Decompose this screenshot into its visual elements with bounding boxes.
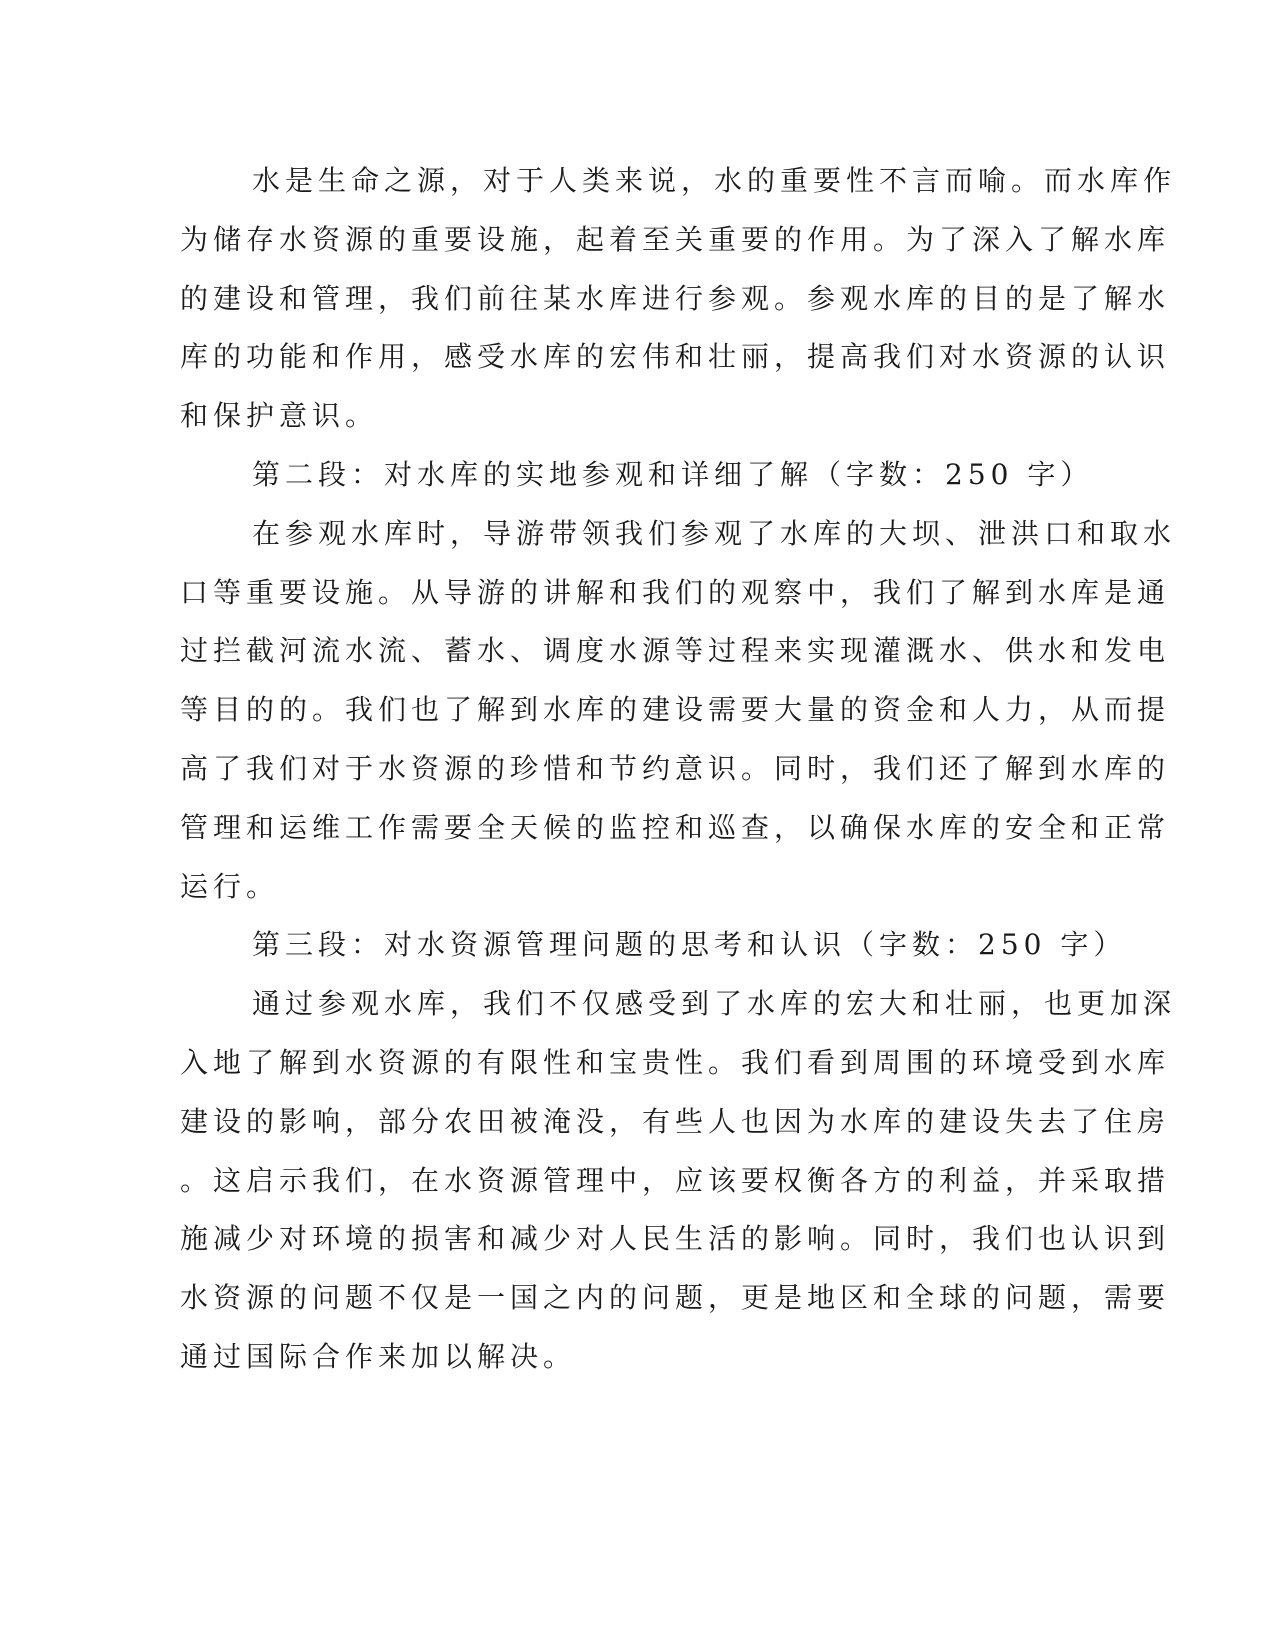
paragraph-2-line-6: 管理和运维工作需要全天候的监控和巡查，以确保水库的安全和正常 xyxy=(180,810,1171,844)
paragraph-3-line-3: 建设的影响，部分农田被淹没，有些人也因为水库的建设失去了住房 xyxy=(180,1104,1171,1138)
document-body xyxy=(180,152,1177,1387)
paragraph-3-line-4: 。这启示我们，在水资源管理中，应该要权衡各方的利益，并采取措 xyxy=(180,1163,1171,1197)
paragraph-2-line-5: 高了我们对于水资源的珍惜和节约意识。同时，我们还了解到水库的 xyxy=(180,751,1171,785)
section-2-heading: 第二段：对水库的实地参观和详细了解（字数：250 字） xyxy=(252,457,1094,491)
paragraph-2-line-4: 等目的的。我们也了解到水库的建设需要大量的资金和人力，从而提 xyxy=(180,693,1171,727)
paragraph-1-line-2: 为储存水资源的重要设施，起着至关重要的作用。为了深入了解水库 xyxy=(180,222,1171,256)
paragraph-1-line-3: 的建设和管理，我们前往某水库进行参观。参观水库的目的是了解水 xyxy=(180,281,1171,315)
paragraph-2-line-2: 口等重要设施。从导游的讲解和我们的观察中，我们了解到水库是通 xyxy=(180,575,1171,609)
paragraph-2-line-7: 运行。 xyxy=(180,869,280,903)
section-3-heading: 第三段：对水资源管理问题的思考和认识（字数：250 字） xyxy=(252,928,1127,962)
paragraph-2-line-1: 在参观水库时，导游带领我们参观了水库的大坝、泄洪口和取水 xyxy=(252,516,1177,550)
paragraph-3-line-2: 入地了解到水资源的有限性和宝贵性。我们看到周围的环境受到水库 xyxy=(180,1045,1171,1079)
paragraph-1-line-1: 水是生命之源，对于人类来说，水的重要性不言而喻。而水库作 xyxy=(252,164,1177,197)
paragraph-2-line-3: 过拦截河流水流、蓄水、调度水源等过程来实现灌溉水、供水和发电 xyxy=(180,634,1171,668)
paragraph-1-line-5: 和保护意识。 xyxy=(180,399,379,433)
paragraph-3-line-7: 通过国际合作来加以解决。 xyxy=(180,1339,577,1373)
paragraph-1-line-4: 库的功能和作用，感受水库的宏伟和壮丽，提高我们对水资源的认识 xyxy=(180,340,1171,374)
paragraph-3-line-5: 施减少对环境的损害和减少对人民生活的影响。同时，我们也认识到 xyxy=(180,1222,1171,1256)
paragraph-3-line-6: 水资源的问题不仅是一国之内的问题，更是地区和全球的问题，需要 xyxy=(180,1281,1171,1315)
paragraph-3-line-1: 通过参观水库，我们不仅感受到了水库的宏大和壮丽，也更加深 xyxy=(252,987,1177,1021)
